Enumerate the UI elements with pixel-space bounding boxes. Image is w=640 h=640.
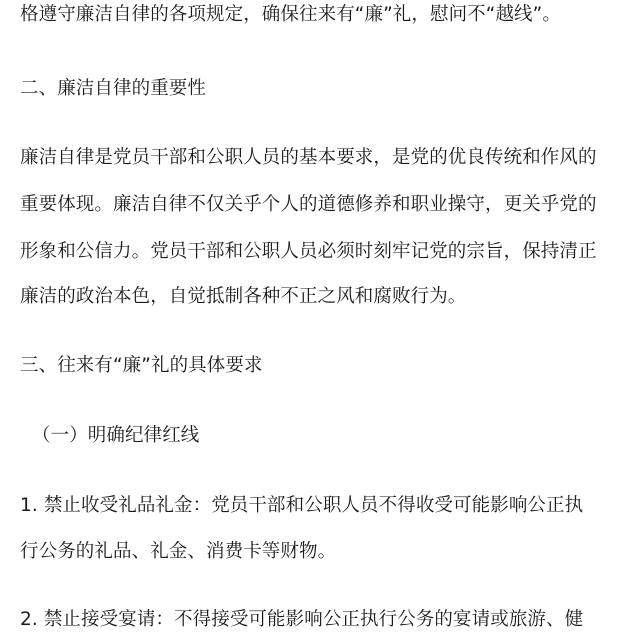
- item-1-line-1: 1. 禁止收受礼品礼金：党员干部和公职人员不得收受可能影响公正执: [20, 495, 584, 516]
- section-2-body-line-3: 形象和公信力。党员干部和公职人员必须时刻牢记党的宗旨，保持清正: [20, 241, 597, 262]
- section-2-heading: 二、廉洁自律的重要性: [20, 78, 207, 99]
- item-1-line-2: 行公务的礼品、礼金、消费卡等财物。: [20, 541, 337, 562]
- item-2-line-1: 2. 禁止接受宴请：不得接受可能影响公正执行公务的宴请或旅游、健: [20, 609, 584, 630]
- section-2-body-line-1: 廉洁自律是党员干部和公职人员的基本要求，是党的优良传统和作风的: [20, 147, 597, 168]
- section-3-subheading: （一）明确纪律红线: [32, 425, 200, 446]
- intro-paragraph-line-1: 格遵守廉洁自律的各项规定，确保往来有“廉”礼，慰问不“越线”。: [20, 4, 561, 25]
- section-3-heading: 三、往来有“廉”礼的具体要求: [20, 355, 263, 376]
- section-2-body-line-2: 重要体现。廉洁自律不仅关乎个人的道德修养和职业操守，更关乎党的: [20, 194, 597, 215]
- section-2-body-line-4: 廉洁的政治本色，自觉抵制各种不正之风和腐败行为。: [20, 286, 467, 307]
